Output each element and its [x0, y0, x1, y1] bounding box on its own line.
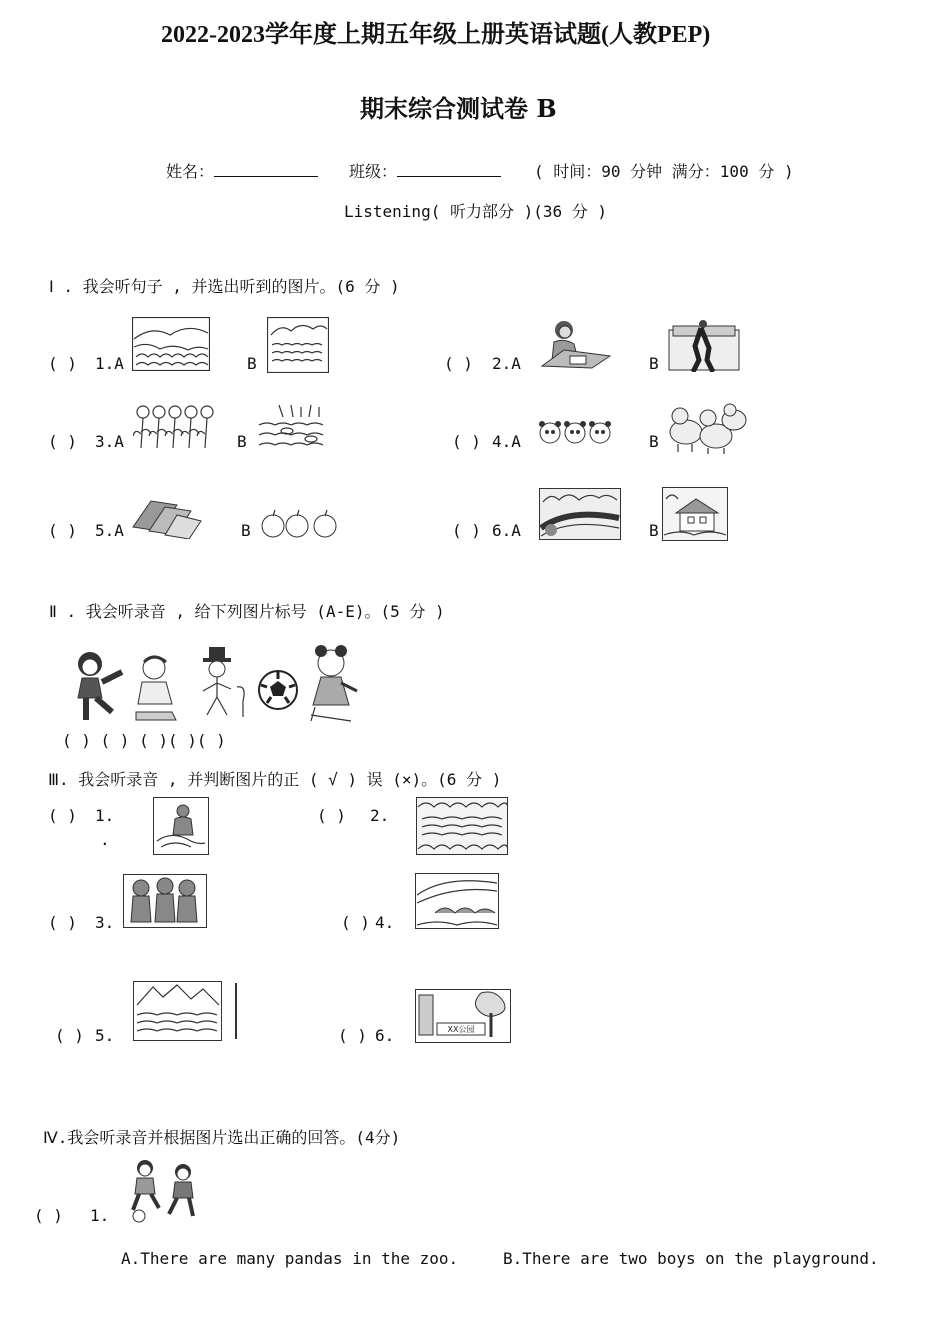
s3-q1-dot: . — [100, 830, 110, 849]
s4-q1-num: 1. — [90, 1206, 110, 1225]
s1-q3-paren: ( ) — [48, 432, 77, 451]
park-sign-text: XX公园 — [447, 1025, 475, 1034]
s3-q3-paren: ( ) — [48, 913, 77, 932]
s1-q3-b: B — [237, 432, 247, 451]
pandas-image — [538, 417, 612, 449]
class-field — [349, 159, 501, 182]
s1-q1-num: 1.A — [95, 354, 124, 373]
s1-q4-b: B — [649, 432, 659, 451]
s1-q2-num: 2.A — [492, 354, 521, 373]
time-info: ( 时间：90 分钟 满分：100 分 ) — [534, 162, 794, 181]
s3-q2-num: 2. — [370, 806, 390, 825]
class-blank — [397, 162, 501, 177]
exam-subtitle: 期末综合测试卷 B — [360, 94, 557, 123]
s1-q6-b: B — [649, 521, 659, 540]
park-gate-image — [415, 989, 511, 1043]
soccer-ball-image — [257, 669, 299, 711]
girl-reading-image — [132, 654, 182, 724]
s1-q4-paren: ( ) — [452, 432, 481, 451]
section1-heading: Ⅰ . 我会听句子 , 并选出听到的图片。(6 分 ) — [49, 277, 400, 296]
s3-q3-num: 3. — [95, 913, 115, 932]
lake-image — [267, 317, 329, 373]
s1-q6-paren: ( ) — [452, 521, 481, 540]
apples-image — [261, 508, 341, 540]
river-fish-image — [257, 403, 331, 451]
s1-q5-paren: ( ) — [48, 521, 77, 540]
s1-q1-paren: ( ) — [48, 354, 77, 373]
s1-q2-b: B — [649, 354, 659, 373]
books-image — [129, 497, 203, 539]
monkey-hat-image — [193, 647, 249, 719]
mountain-landscape-image — [132, 317, 210, 371]
s1-q3-num: 3.A — [95, 432, 124, 451]
s1-q5-num: 5.A — [95, 521, 124, 540]
name-label: 姓名： — [166, 162, 215, 181]
listening-label: Listening( 听力部分 )(36 分 ) — [344, 202, 608, 221]
girl-kicking-image — [66, 650, 128, 724]
section3-heading: Ⅲ. 我会听录音 , 并判断图片的正 ( √ ) 误 (×)。(6 分 ) — [48, 770, 502, 789]
river-bridge-image — [539, 488, 621, 540]
exam-title: 2022-2023学年度上期五年级上册英语试题(人教PEP) — [161, 22, 711, 48]
s4-option-b: B.There are two boys on the playground. — [503, 1249, 879, 1268]
s1-q1-b: B — [247, 354, 257, 373]
section2-answer-blanks: ( ) ( ) ( )( )( ) — [62, 731, 226, 750]
s3-q4-paren: ( ) — [341, 913, 370, 932]
section4-heading: Ⅳ.我会听录音并根据图片选出正确的回答。(4分) — [43, 1128, 401, 1147]
section2-heading: Ⅱ . 我会听录音 , 给下列图片标号 (A-E)。(5 分 ) — [49, 602, 445, 621]
class-label: 班级： — [349, 162, 398, 181]
flowers-image — [133, 404, 217, 450]
bears-image — [123, 874, 207, 928]
s4-q1-paren: ( ) — [34, 1206, 63, 1225]
name-field — [166, 159, 318, 182]
s3-q1-num: 1. — [95, 806, 115, 825]
person-sitting-image — [153, 797, 209, 855]
house-image — [662, 487, 728, 541]
s4-option-a: A.There are many pandas in the zoo. — [121, 1249, 459, 1268]
village-road-image — [415, 873, 499, 929]
river-trees-image — [416, 797, 508, 855]
girl-drawing-image — [536, 318, 614, 370]
s3-q6-num: 6. — [375, 1026, 395, 1045]
s1-q5-b: B — [241, 521, 251, 540]
s3-q5-num: 5. — [95, 1026, 115, 1045]
s3-q6-paren: ( ) — [338, 1026, 367, 1045]
s3-q1-paren: ( ) — [48, 806, 77, 825]
s3-q4-num: 4. — [375, 913, 395, 932]
mountains-lake-image — [133, 981, 241, 1041]
boys-playing-soccer-image — [125, 1158, 201, 1224]
man-at-desk-image — [667, 320, 741, 372]
s3-q2-paren: ( ) — [317, 806, 346, 825]
s1-q6-num: 6.A — [492, 521, 521, 540]
s1-q2-paren: ( ) — [444, 354, 473, 373]
name-blank — [214, 162, 318, 177]
sheep-image — [668, 402, 748, 454]
s1-q4-num: 4.A — [492, 432, 521, 451]
girl-dancing-image — [307, 645, 365, 725]
s3-q5-paren: ( ) — [55, 1026, 84, 1045]
